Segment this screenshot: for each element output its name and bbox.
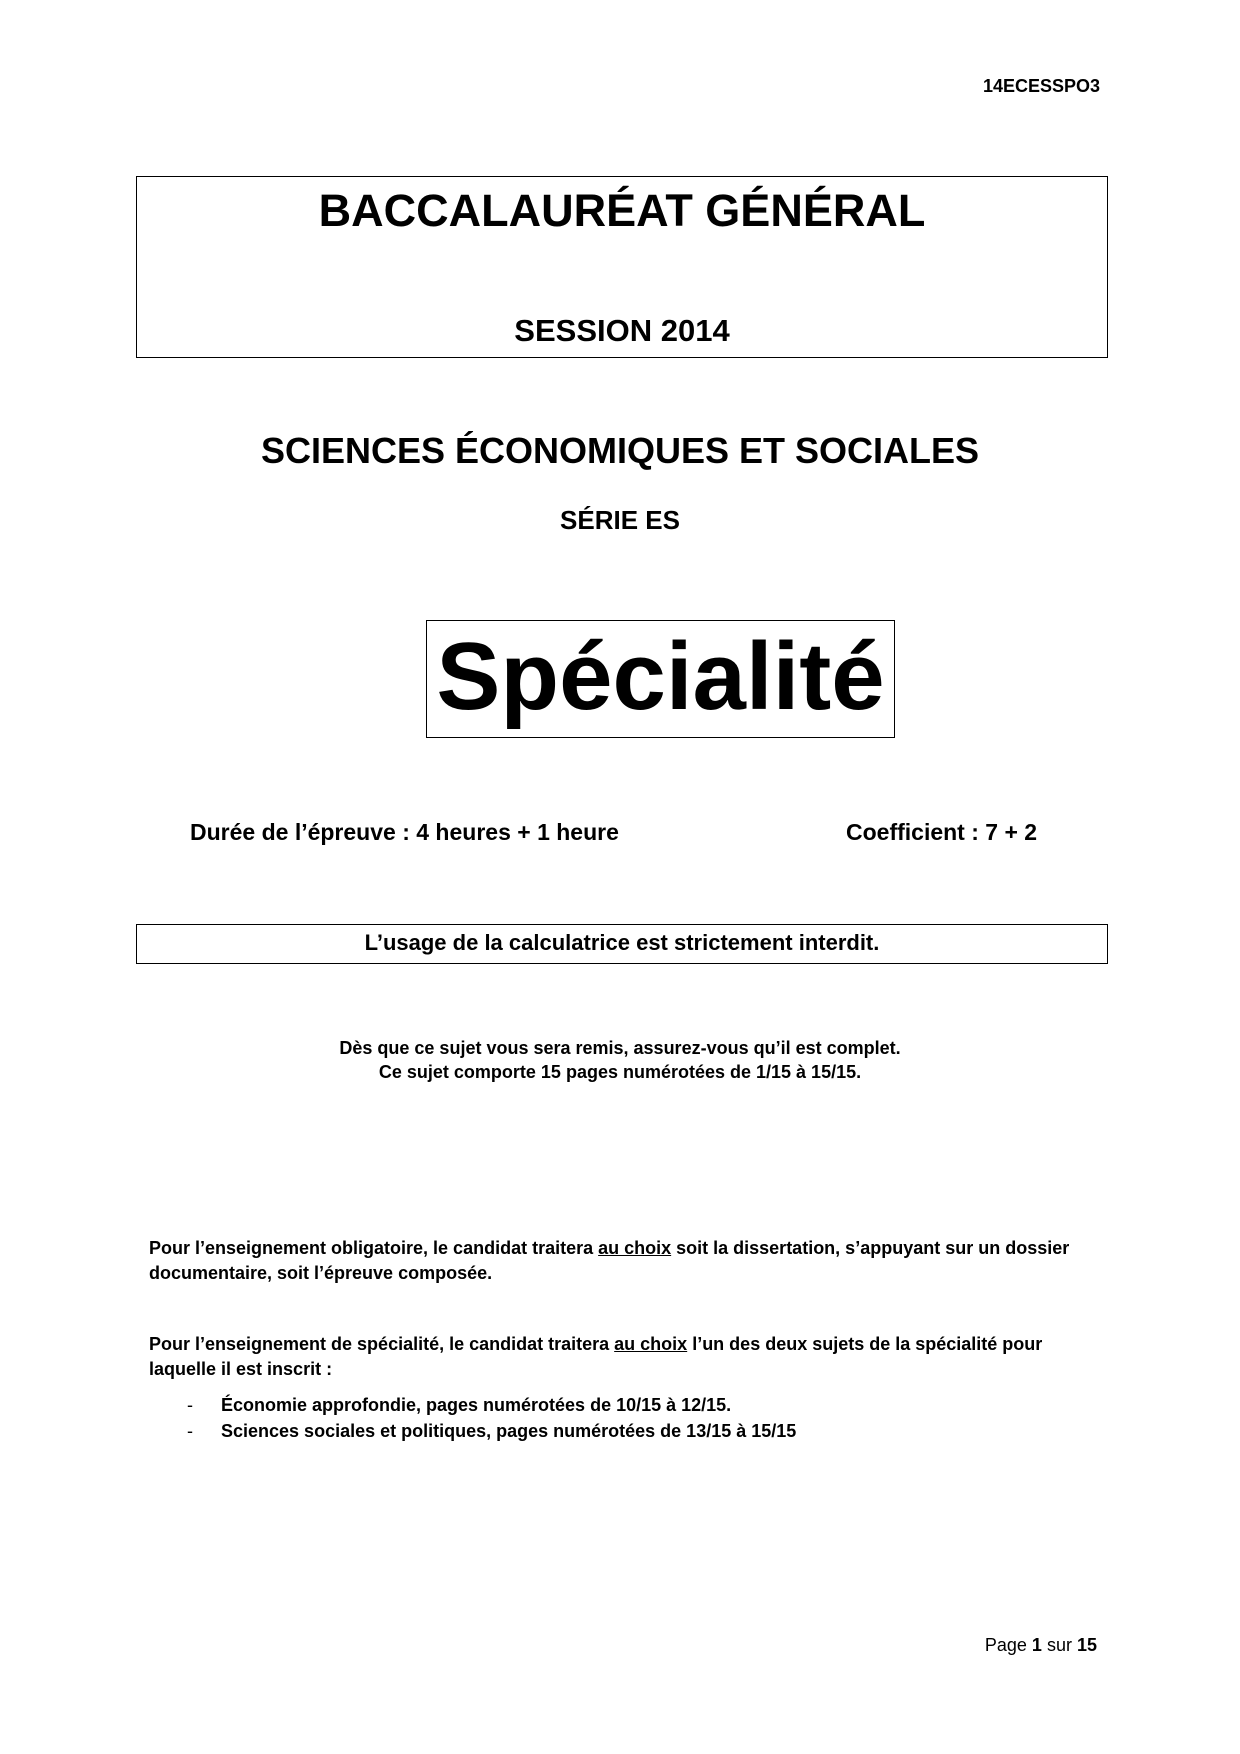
instructions-obligatoire: [149, 1236, 1089, 1286]
coefficient-label: Coefficient : 7 + 2: [846, 819, 1038, 845]
specialty-subjects-list: [149, 1392, 1089, 1444]
list-bullet: -: [187, 1421, 193, 1441]
list-item: [149, 1418, 1089, 1444]
para2-text-before: Pour l’enseignement de spécialité, le candidat traitera: [149, 1334, 615, 1354]
list-item-text: Sciences sociales et politiques, pages numérotées de 13/15 à 15/15: [221, 1421, 797, 1441]
serie-label: SÉRIE ES: [560, 505, 680, 535]
list-bullet: -: [187, 1395, 193, 1415]
document-code: 14ECESSPO3: [982, 76, 1100, 96]
calculator-notice: L’usage de la calculatrice est strictement interdit.: [364, 930, 880, 955]
para1-underlined: au choix: [598, 1238, 672, 1258]
instructions-specialite: [149, 1332, 1089, 1382]
para1-text-before: Pour l’enseignement obligatoire, le candidat traitera: [149, 1238, 599, 1258]
completeness-notice: [0, 1036, 1240, 1084]
total-pages: 15: [1076, 1635, 1097, 1655]
calculator-notice-box: [136, 924, 1108, 964]
notice-line-1: Dès que ce sujet vous sera remis, assurez-vous qu’il est complet.: [339, 1038, 901, 1058]
page-footer: [985, 1635, 1097, 1656]
of-label: sur: [1046, 1635, 1072, 1655]
specialty-label: Spécialité: [436, 623, 885, 730]
page-label: Page: [984, 1635, 1027, 1655]
subject-title: SCIENCES ÉCONOMIQUES ET SOCIALES: [260, 430, 980, 471]
session-label: SESSION 2014: [514, 313, 730, 348]
para2-text-after: l’un des deux sujets de la spécialité pour laquelle il est inscrit :: [149, 1334, 1043, 1379]
para2-underlined: au choix: [614, 1334, 688, 1354]
current-page: 1: [1031, 1635, 1042, 1655]
para1-text-after: soit la dissertation, s’appuyant sur un dossier documentaire, soit l’épreuve composée.: [149, 1238, 1070, 1283]
notice-line-2: Ce sujet comporte 15 pages numérotées de 1/15 à 15/15.: [378, 1062, 862, 1082]
exam-title: BACCALAURÉAT GÉNÉRAL: [318, 185, 926, 236]
list-item-text: Économie approfondie, pages numérotées de 10/15 à 12/15.: [221, 1395, 732, 1415]
title-box: [136, 176, 1108, 358]
specialty-box: [426, 620, 895, 738]
duration-label: Durée de l’épreuve : 4 heures + 1 heure: [190, 819, 619, 845]
list-item: [149, 1392, 1089, 1418]
